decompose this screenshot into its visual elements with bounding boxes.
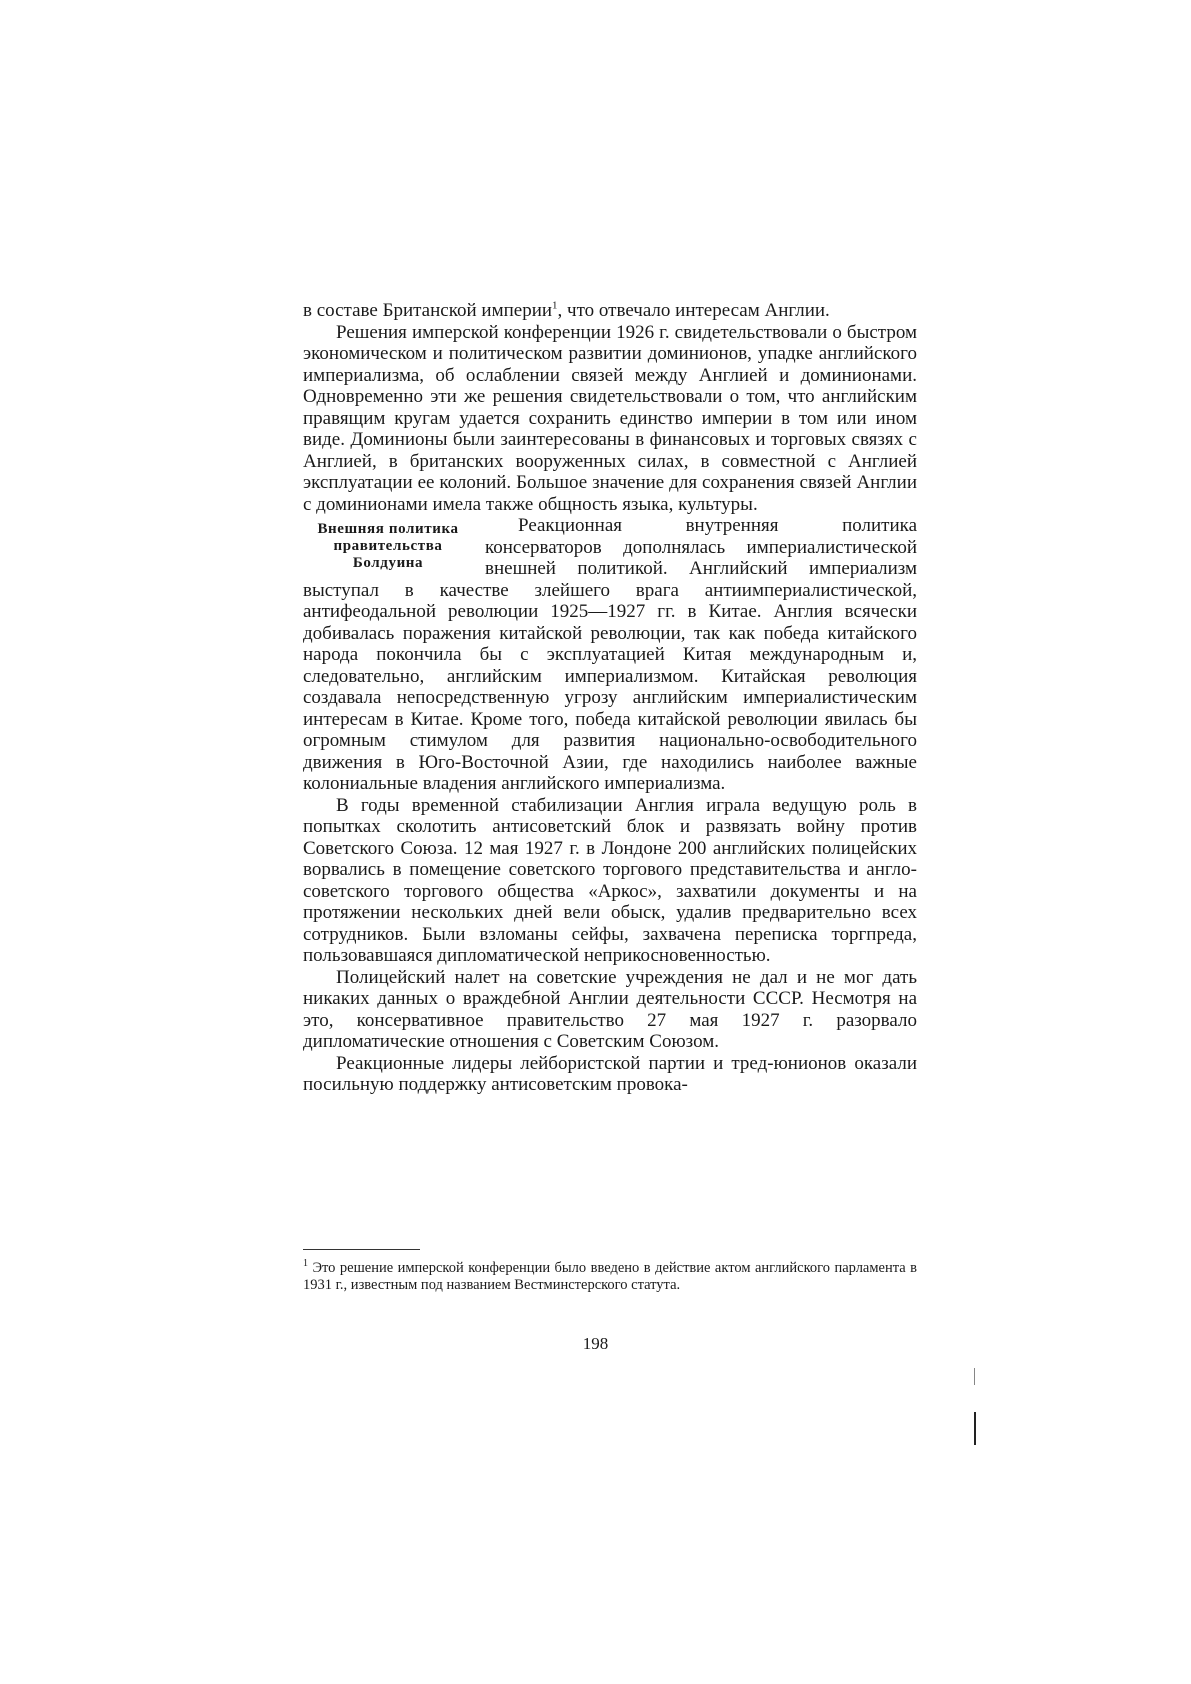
- paragraph: В годы временной стабилизации Англия играла ведущую роль в попытках сколотить антисоветский блок и развязать войну против Советского Союза. 12 мая 1927 г. в Лондоне 200 английских полицейских ворвались в помещение советского торгового представительства и англо-советского торгового общества «Аркос», захватили документы и на протяжении нескольких дней вели обыск, удалив предварительно всех сотрудников. Были взломаны сейфы, захвачена переписка торгпреда, пользовавшаяся дипломатической неприкосновенностью.: [303, 794, 917, 966]
- footnote-divider: [303, 1249, 420, 1250]
- scan-artifact: [974, 1368, 975, 1385]
- paragraph: Полицейский налет на советские учреждения не дал и не мог дать никаких данных о враждебной Англии деятельности СССР. Несмотря на это, консервативное правительство 27 мая 1927 г. разорвало дипломатические отношения с Советским Союзом.: [303, 966, 917, 1052]
- paragraph-text: , что отвечало интересам Англии.: [557, 300, 830, 321]
- paragraph-text: в составе Британской империи: [303, 300, 553, 321]
- margin-heading-line: Болдуина: [352, 555, 424, 571]
- margin-heading: [303, 521, 473, 572]
- paragraph: Решения имперской конференции 1926 г. свидетельствовали о быстром экономическом и политическом развитии доминионов, упадке английского империализма, об ослаблении связей между Англией и доминионами. Одновременно эти же решения свидетельствовали о том, что английским правящим кругам удается сохранить единство империи в том или ином виде. Доминионы были заинтересованы в финансовых и торговых связях с Англией, в британских вооруженных силах, в совместной с Англией эксплуатации ее колоний. Большое значение для сохранения связей Англии с доминионами имела также общность языка, культуры.: [303, 321, 917, 515]
- paragraph: Реакционная внутренняя политика консерваторов дополнялась империалистической внешней политикой. Английский империализм выступал в качестве злейшего врага антиимпериалистической, антифеодальной революции 1925—1927 гг. в Китае. Англия всячески добивалась поражения китайской революции, так как победа китайского народа покончила бы с эксплуатацией Китая международным и, следовательно, английским империализмом. Китайская революция создавала непосредственную угрозу английским империалистическим интересам в Китае. Кроме того, победа китайской революции явилась бы огромным стимулом для развития национально-освободительного движения в Юго-Восточной Азии, где находились наиболее важные колониальные владения английского империализма.: [303, 515, 917, 794]
- margin-heading-line: правительства: [333, 538, 443, 554]
- footnote-text: Это решение имперской конференции было введено в действие актом английского парламента в 1931 г., известным под названием Вестминстерского статута.: [303, 1260, 918, 1293]
- footnote-reference[interactable]: 1: [552, 299, 558, 312]
- scan-artifact: [974, 1412, 976, 1445]
- margin-heading-line: Внешняя политика: [317, 521, 459, 537]
- footnote: [303, 1260, 917, 1294]
- page-number: 198: [582, 1334, 609, 1353]
- main-text: [303, 300, 917, 1096]
- footnote-mark: 1: [303, 1258, 308, 1270]
- paragraph: Реакционные лидеры лейбористской партии и тред-юнионов оказали посильную поддержку антисоветским провока-: [303, 1052, 917, 1095]
- paragraph: [303, 300, 917, 322]
